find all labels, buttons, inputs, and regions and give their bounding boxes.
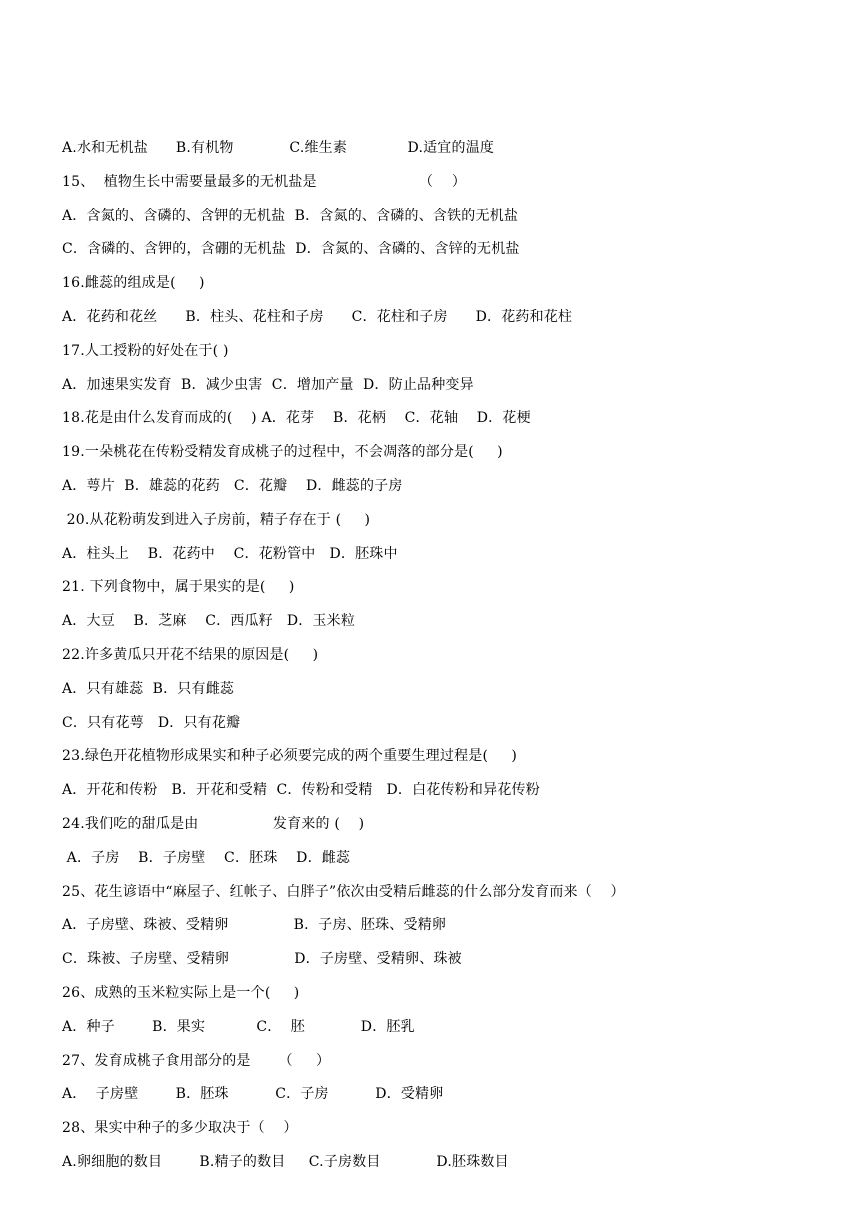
q25-options-cd: C．珠被、子房壁、受精卵 D．子房壁、受精卵、珠被 xyxy=(62,951,462,968)
q28-question: 28、果实中种子的多少取决于（ ） xyxy=(62,1120,298,1137)
q17-options: A．加速果实发育 B．减少虫害 C．增加产量 D．防止品种变异 xyxy=(62,376,474,393)
q15-question: 15、 植物生长中需要量最多的无机盐是 （ ） xyxy=(62,173,467,190)
q24-question: 24.我们吃的甜瓜是由 发育来的 ( ) xyxy=(62,815,365,832)
q23-options: A．开花和传粉 B．开花和受精 C．传粉和受精 D．白花传粉和异花传粉 xyxy=(62,782,540,799)
q15-options-cd: C．含磷的、含钾的，含硼的无机盐 D．含氮的、含磷的、含锌的无机盐 xyxy=(62,241,520,258)
q14-options: A.水和无机盐 B.有机物 C.维生素 D.适宜的温度 xyxy=(62,140,495,156)
q17-question: 17.人工授粉的好处在于( ) xyxy=(62,342,229,359)
q22-options-cd: C．只有花萼 D．只有花瓣 xyxy=(62,714,241,731)
q25-question: 25、花生谚语中“麻屋子、红帐子、白胖子”依次由受精后雌蕊的什么部分发育而来（ ） xyxy=(62,883,625,900)
question-lines xyxy=(62,136,842,1184)
q20-options: A．柱头上 B．花药中 C．花粉管中 D．胚珠中 xyxy=(62,545,398,562)
q15-options-ab: A．含氮的、含磷的、含钾的无机盐 B．含氮的、含磷的、含铁的无机盐 xyxy=(62,207,519,224)
q21-options: A．大豆 B．芝麻 C．西瓜籽 D．玉米粒 xyxy=(62,613,356,630)
q23-question: 23.绿色开花植物形成果实和种子必须要完成的两个重要生理过程是( ) xyxy=(62,748,518,765)
q26-question: 26、成熟的玉米粒实际上是一个( ) xyxy=(62,984,300,1001)
q22-options-ab: A．只有雄蕊 B．只有雌蕊 xyxy=(62,680,235,697)
q25-options-ab: A．子房壁、珠被、受精卵 B．子房、胚珠、受精卵 xyxy=(62,917,447,934)
q27-options: A． 子房壁 B．胚珠 C．子房 D．受精卵 xyxy=(62,1086,444,1103)
q21-question: 21. 下列食物中，属于果实的是( ) xyxy=(62,579,295,596)
q24-options: A．子房 B．子房壁 C．胚珠 D．雌蕊 xyxy=(62,849,351,866)
q22-question: 22.许多黄瓜只开花不结果的原因是( ) xyxy=(62,646,319,663)
q16-question: 16.雌蕊的组成是( ) xyxy=(62,275,205,292)
q16-options: A．花药和花丝 B．柱头、花柱和子房 C．花柱和子房 D．花药和花柱 xyxy=(62,308,573,325)
q26-options: A．种子 B．果实 C． 胚 D．胚乳 xyxy=(62,1018,415,1035)
q28-options: A.卵细胞的数目 B.精子的数目 C.子房数目 D.胚珠数目 xyxy=(62,1153,509,1170)
q19-question: 19.一朵桃花在传粉受精发育成桃子的过程中，不会凋落的部分是( ) xyxy=(62,444,503,461)
q27-question: 27、发育成桃子食用部分的是 （ ） xyxy=(62,1052,331,1069)
q20-question: 20.从花粉萌发到进入子房前，精子存在于 ( ) xyxy=(62,511,371,528)
q18-question-options: 18.花是由什么发育而成的( ) A．花芽 B．花柄 C．花轴 D．花梗 xyxy=(62,410,531,427)
q19-options: A．萼片 B．雄蕊的花药 C．花瓣 D．雌蕊的子房 xyxy=(62,477,403,494)
